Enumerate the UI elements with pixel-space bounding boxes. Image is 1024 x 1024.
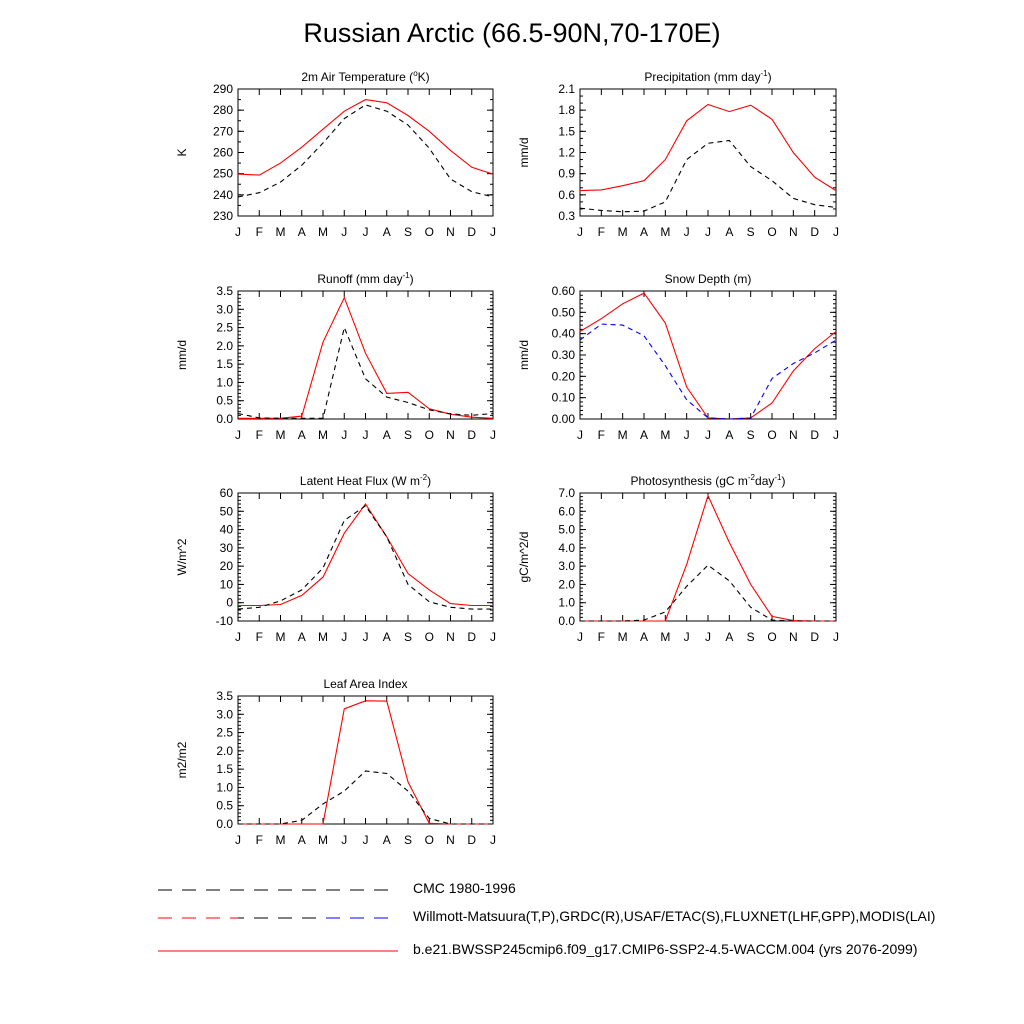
x-tick-label: S [746,630,755,644]
y-tick-label: 260 [212,145,233,160]
y-tick-label: 0.60 [551,284,575,298]
x-tick-label: A [297,428,306,442]
y-axis-label: K [175,148,189,157]
legend-swatch-cmc [158,880,398,900]
y-tick-label: 280 [212,103,233,118]
x-tick-label: N [446,225,455,239]
x-tick-label: N [788,428,798,442]
x-tick-label: M [660,225,671,239]
x-tick-label: F [597,630,606,644]
x-tick-label: F [597,225,606,239]
x-tick-label: F [255,225,263,239]
x-tick-label: A [382,428,391,442]
x-tick-label: J [235,833,241,847]
x-tick-label: O [424,428,434,442]
x-tick-label: J [235,630,241,644]
x-tick-label: J [362,833,369,847]
x-tick-label: D [467,225,477,239]
x-tick-label: D [810,225,820,239]
y-axis-label: mm/d [175,340,189,370]
y-tick-label: 3.0 [216,707,233,722]
y-tick-label: 2.0 [558,577,575,592]
x-tick-label: M [617,630,628,644]
series-line-1 [580,496,836,621]
y-tick-label: 60 [219,486,233,500]
x-tick-label: J [235,225,241,239]
y-tick-label: 1.5 [216,357,233,372]
x-tick-label: J [833,428,839,442]
y-tick-label: 0.20 [551,369,575,384]
series-line-1 [238,701,493,824]
x-tick-label: O [424,225,434,239]
x-tick-label: A [382,630,391,644]
series-line-1 [238,504,493,606]
y-tick-label: 0.0 [216,412,233,426]
plot-frame [580,89,836,216]
y-tick-label: 0.5 [216,393,233,408]
x-tick-label: M [275,833,286,847]
x-tick-label: J [577,428,583,442]
x-tick-label: A [639,428,649,442]
y-tick-label: 2.5 [216,725,233,740]
y-axis-label: gC/m^2/d [517,531,531,583]
y-tick-label: 40 [219,522,233,537]
y-tick-label: -10 [215,614,233,628]
x-tick-label: J [362,428,369,442]
x-tick-label: O [767,225,777,239]
series-line-1 [580,105,836,191]
x-tick-label: O [767,428,777,442]
x-tick-label: J [705,630,711,644]
x-tick-label: J [490,833,496,847]
x-tick-label: M [318,428,328,442]
y-axis-label: mm/d [517,340,531,370]
x-tick-label: J [490,225,496,239]
x-tick-label: M [660,428,671,442]
y-tick-label: 0 [226,595,233,610]
x-tick-label: J [490,630,496,644]
y-tick-label: 0.6 [558,187,575,202]
panel-6 [517,473,839,644]
x-tick-label: A [297,225,306,239]
x-tick-label: A [639,630,649,644]
plot-frame [238,696,493,824]
x-tick-label: N [446,428,455,442]
panel-1 [175,69,496,239]
y-tick-label: 1.0 [216,375,233,390]
x-tick-label: M [617,225,628,239]
panel-title: 2m Air Temperature ($^o$K) [301,69,430,84]
x-tick-label: J [577,630,583,644]
x-tick-label: F [255,428,263,442]
x-tick-label: A [297,630,306,644]
x-tick-label: D [810,428,820,442]
x-tick-label: J [341,428,348,442]
y-tick-label: 3.0 [558,559,575,574]
y-tick-label: 2.0 [216,338,233,353]
x-tick-label: J [341,225,348,239]
x-tick-label: S [746,428,755,442]
x-tick-label: M [275,630,286,644]
y-tick-label: 1.5 [216,762,233,777]
y-tick-label: 0.00 [551,412,575,426]
y-tick-label: 3.0 [216,302,233,317]
y-axis-label: W/m^2 [175,538,189,576]
x-tick-label: A [297,833,306,847]
x-tick-label: A [725,225,734,239]
y-tick-label: 290 [212,82,233,96]
y-axis-label: m2/m2 [175,741,189,779]
series-line-2 [580,565,836,621]
y-tick-label: 7.0 [558,486,575,500]
y-tick-label: 6.0 [558,504,575,519]
y-tick-label: 1.8 [558,103,575,118]
y-tick-label: 1.2 [558,145,575,160]
x-tick-label: J [705,428,711,442]
x-tick-label: N [788,630,798,644]
y-tick-label: 0.0 [216,817,233,831]
y-tick-label: 20 [219,559,233,574]
x-tick-label: J [683,428,690,442]
x-tick-label: M [275,225,286,239]
x-tick-label: D [810,630,820,644]
x-tick-label: J [490,428,496,442]
series-line-2 [238,328,493,419]
y-tick-label: 3.5 [216,689,233,703]
x-tick-label: J [705,225,711,239]
y-tick-label: 10 [219,577,233,592]
y-axis-label: mm/d [517,137,531,168]
x-tick-label: S [403,630,413,644]
x-tick-label: O [767,630,777,644]
x-tick-label: M [318,833,328,847]
x-tick-label: M [275,428,286,442]
panel-7 [175,677,496,847]
y-tick-label: 1.5 [558,124,575,139]
panel-2 [517,69,839,239]
x-tick-label: J [833,630,839,644]
panel-4 [517,272,839,442]
series-line-1 [580,293,836,419]
plot-frame [238,291,493,419]
series-line-2 [238,771,493,824]
plot-frame [238,89,493,216]
y-tick-label: 30 [219,540,233,555]
x-tick-label: M [660,630,671,644]
y-tick-label: 270 [212,124,233,139]
series-line-1 [238,100,493,176]
x-tick-label: A [639,225,649,239]
panel-5 [175,473,496,644]
x-tick-label: J [235,428,241,442]
legend-swatch-obs [158,908,398,928]
x-tick-label: J [683,225,690,239]
x-tick-label: O [424,630,434,644]
x-tick-label: F [255,630,263,644]
x-tick-label: J [577,225,583,239]
x-tick-label: F [597,428,606,442]
x-tick-label: M [318,225,328,239]
figure-title: Russian Arctic (66.5-90N,70-170E) [303,18,721,48]
legend-label: b.e21.BWSSP245cmip6.f09_g17.CMIP6-SSP2-4.5-WACCM.004 (yrs 2076-2099) [413,941,918,957]
panel-title: Runoff (mm day$^{-1}$) [317,271,414,286]
panel-title: Photosynthesis (gC $m^{-2}day^{-1}$) [630,473,786,488]
x-tick-label: A [725,630,734,644]
panel-title: Snow Depth (m) [664,272,752,286]
legend-swatch-model [158,941,398,961]
x-tick-label: S [403,833,413,847]
x-tick-label: J [341,833,348,847]
panel-title: Leaf Area Index [323,677,408,691]
x-tick-label: J [833,225,839,239]
x-tick-label: A [382,225,391,239]
x-tick-label: J [362,630,369,644]
y-tick-label: 0.0 [558,614,575,628]
y-tick-label: 1.0 [216,780,233,795]
panel-title: Precipitation (mm day$^{-1}$) [644,69,772,84]
x-tick-label: D [467,428,477,442]
legend-label: Willmott-Matsuura(T,P),GRDC(R),USAF/ETAC(S),FLUXNET(LHF,GPP),MODIS(LAI) [413,908,936,924]
x-tick-label: M [318,630,328,644]
series-line-2 [238,506,493,609]
y-tick-label: 250 [212,166,233,181]
plot-frame [580,493,836,621]
x-tick-label: M [617,428,628,442]
y-tick-label: 0.9 [558,166,575,181]
x-tick-label: N [788,225,798,239]
y-tick-label: 0.5 [216,798,233,813]
legend-label: CMC 1980-1996 [413,880,516,896]
y-tick-label: 5.0 [558,522,575,537]
series-line-2 [580,324,836,419]
y-tick-label: 0.50 [551,305,575,320]
x-tick-label: F [255,833,263,847]
x-tick-label: J [683,630,690,644]
series-line-1 [238,298,493,419]
x-tick-label: S [746,225,755,239]
x-tick-label: N [446,630,455,644]
y-tick-label: 2.1 [558,82,575,96]
x-tick-label: J [362,225,369,239]
x-tick-label: S [403,428,413,442]
y-tick-label: 0.3 [558,209,575,223]
x-tick-label: S [403,225,413,239]
x-tick-label: A [725,428,734,442]
y-tick-label: 4.0 [558,540,575,555]
y-tick-label: 50 [219,504,233,519]
y-tick-label: 0.10 [551,390,575,405]
x-tick-label: D [467,833,477,847]
y-tick-label: 3.5 [216,284,233,298]
panel-title: Latent Heat Flux (W $m^{-2}$) [299,473,432,488]
x-tick-label: J [341,630,348,644]
y-tick-label: 230 [212,209,233,223]
series-line-2 [238,105,493,197]
y-tick-label: 2.5 [216,320,233,335]
x-tick-label: N [446,833,455,847]
x-tick-label: D [467,630,477,644]
panel-3 [175,271,496,442]
series-line-2 [580,141,836,212]
y-tick-label: 0.40 [551,326,575,341]
y-tick-label: 0.30 [551,348,575,362]
x-tick-label: O [424,833,434,847]
y-tick-label: 240 [212,187,233,202]
y-tick-label: 1.0 [558,595,575,610]
x-tick-label: A [382,833,391,847]
plot-frame [580,291,836,419]
y-tick-label: 2.0 [216,743,233,758]
